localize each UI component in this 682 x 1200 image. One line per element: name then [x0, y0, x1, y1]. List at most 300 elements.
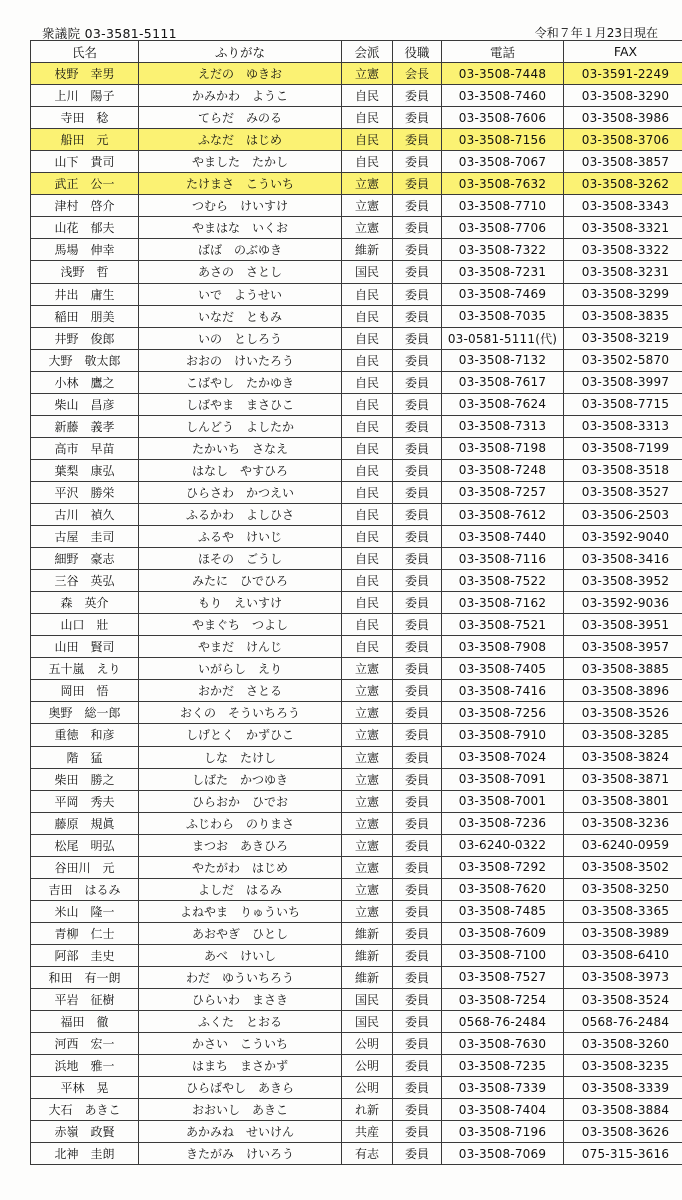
- member-faction-cell: 維新: [342, 922, 393, 944]
- member-fax-cell: 03-3508-3524: [564, 989, 682, 1011]
- member-fax-cell: 03-3508-3989: [564, 922, 682, 944]
- table-row: [31, 614, 682, 636]
- member-fax-cell: 03-3508-3885: [564, 658, 682, 680]
- member-phone-cell: 03-3508-7624: [442, 393, 564, 415]
- member-faction-cell: 自民: [342, 129, 393, 151]
- member-phone-cell: 03-3508-7609: [442, 922, 564, 944]
- member-fax-cell: 03-3508-3299: [564, 283, 682, 305]
- member-faction-cell: 自民: [342, 371, 393, 393]
- member-faction-cell: れ新: [342, 1099, 393, 1121]
- member-name-cell: 葉梨 康弘: [31, 459, 139, 481]
- member-phone-cell: 03-3508-7231: [442, 261, 564, 283]
- member-faction-cell: 立憲: [342, 790, 393, 812]
- member-kana-cell: あべ けいし: [139, 944, 342, 966]
- member-fax-cell: 03-3508-3260: [564, 1033, 682, 1055]
- member-role-cell: 委員: [393, 305, 442, 327]
- member-faction-cell: 自民: [342, 107, 393, 129]
- table-row: [31, 239, 682, 261]
- member-kana-cell: はなし やすひろ: [139, 459, 342, 481]
- member-phone-cell: 03-3508-7339: [442, 1077, 564, 1099]
- table-row: [31, 393, 682, 415]
- member-kana-cell: おくの そういちろう: [139, 702, 342, 724]
- member-faction-cell: 自民: [342, 327, 393, 349]
- member-faction-cell: 維新: [342, 944, 393, 966]
- table-row: [31, 459, 682, 481]
- member-faction-cell: 公明: [342, 1055, 393, 1077]
- member-faction-cell: 自民: [342, 481, 393, 503]
- member-fax-cell: 03-3508-3951: [564, 614, 682, 636]
- member-faction-cell: 立憲: [342, 834, 393, 856]
- member-kana-cell: こばやし たかゆき: [139, 371, 342, 393]
- member-role-cell: 会長: [393, 63, 442, 85]
- table-row: [31, 437, 682, 459]
- member-fax-cell: 03-3508-7715: [564, 393, 682, 415]
- member-role-cell: 委員: [393, 217, 442, 239]
- member-faction-cell: 自民: [342, 570, 393, 592]
- member-phone-cell: 03-3508-7069: [442, 1143, 564, 1165]
- member-phone-cell: 03-3508-7322: [442, 239, 564, 261]
- member-role-cell: 委員: [393, 1011, 442, 1033]
- member-role-cell: 委員: [393, 85, 442, 107]
- member-kana-cell: ひらいわ まさき: [139, 989, 342, 1011]
- table-row: [31, 1077, 682, 1099]
- member-fax-cell: 03-3508-3884: [564, 1099, 682, 1121]
- member-faction-cell: 立憲: [342, 217, 393, 239]
- member-kana-cell: もり えいすけ: [139, 592, 342, 614]
- table-row: [31, 834, 682, 856]
- member-kana-cell: いなだ ともみ: [139, 305, 342, 327]
- table-row: [31, 966, 682, 988]
- member-role-cell: 委員: [393, 592, 442, 614]
- member-fax-cell: 03-3592-9036: [564, 592, 682, 614]
- member-name-cell: 小林 鷹之: [31, 371, 139, 393]
- member-name-cell: 平沢 勝栄: [31, 481, 139, 503]
- member-name-cell: 河西 宏一: [31, 1033, 139, 1055]
- member-name-cell: 奥野 総一郎: [31, 702, 139, 724]
- member-role-cell: 委員: [393, 261, 442, 283]
- member-faction-cell: 維新: [342, 966, 393, 988]
- member-faction-cell: 自民: [342, 85, 393, 107]
- member-role-cell: 委員: [393, 834, 442, 856]
- member-phone-cell: 03-3508-7630: [442, 1033, 564, 1055]
- member-role-cell: 委員: [393, 371, 442, 393]
- member-name-cell: 柴田 勝之: [31, 768, 139, 790]
- member-phone-cell: 03-3508-7156: [442, 129, 564, 151]
- member-phone-cell: 03-3508-7198: [442, 437, 564, 459]
- table-row: [31, 746, 682, 768]
- member-fax-cell: 03-3508-3235: [564, 1055, 682, 1077]
- member-name-cell: 平岩 征樹: [31, 989, 139, 1011]
- member-fax-cell: 03-3508-3957: [564, 636, 682, 658]
- member-name-cell: 松尾 明弘: [31, 834, 139, 856]
- table-header-row: [31, 41, 682, 63]
- member-faction-cell: 立憲: [342, 746, 393, 768]
- member-faction-cell: 自民: [342, 151, 393, 173]
- member-role-cell: 委員: [393, 195, 442, 217]
- member-name-cell: 藤原 規眞: [31, 812, 139, 834]
- member-role-cell: 委員: [393, 107, 442, 129]
- member-role-cell: 委員: [393, 1055, 442, 1077]
- member-phone-cell: 03-3508-7292: [442, 856, 564, 878]
- member-phone-cell: 03-6240-0322: [442, 834, 564, 856]
- member-role-cell: 委員: [393, 1099, 442, 1121]
- member-fax-cell: 03-6240-0959: [564, 834, 682, 856]
- member-role-cell: 委員: [393, 548, 442, 570]
- member-phone-cell: 03-3508-7706: [442, 217, 564, 239]
- member-kana-cell: てらだ みのる: [139, 107, 342, 129]
- member-phone-cell: 03-3508-7248: [442, 459, 564, 481]
- member-name-cell: 山下 貴司: [31, 151, 139, 173]
- member-name-cell: 上川 陽子: [31, 85, 139, 107]
- member-phone-cell: 03-3508-7606: [442, 107, 564, 129]
- member-faction-cell: 国民: [342, 989, 393, 1011]
- member-phone-cell: 03-3508-7035: [442, 305, 564, 327]
- table-row: [31, 1143, 682, 1165]
- member-fax-cell: 03-3508-3518: [564, 459, 682, 481]
- member-name-cell: 北神 圭朗: [31, 1143, 139, 1165]
- member-kana-cell: たけまさ こういち: [139, 173, 342, 195]
- table-row: [31, 1121, 682, 1143]
- member-role-cell: 委員: [393, 878, 442, 900]
- member-name-cell: 古屋 圭司: [31, 526, 139, 548]
- member-role-cell: 委員: [393, 856, 442, 878]
- member-name-cell: 山口 壯: [31, 614, 139, 636]
- member-fax-cell: 03-3502-5870: [564, 349, 682, 371]
- member-phone-cell: 03-3508-7469: [442, 283, 564, 305]
- table-row: [31, 526, 682, 548]
- member-faction-cell: 自民: [342, 636, 393, 658]
- chamber-phone-header: 衆議院 03-3581-5111: [42, 26, 177, 41]
- member-kana-cell: やまだ けんじ: [139, 636, 342, 658]
- member-fax-cell: 03-3508-3835: [564, 305, 682, 327]
- member-kana-cell: いの としろう: [139, 327, 342, 349]
- column-header-tel: 電話: [442, 41, 564, 63]
- member-faction-cell: 自民: [342, 305, 393, 327]
- member-phone-cell: 03-3508-7632: [442, 173, 564, 195]
- member-faction-cell: 自民: [342, 459, 393, 481]
- member-faction-cell: 立憲: [342, 63, 393, 85]
- member-role-cell: 委員: [393, 503, 442, 525]
- member-name-cell: 三谷 英弘: [31, 570, 139, 592]
- table-row: [31, 1055, 682, 1077]
- member-role-cell: 委員: [393, 415, 442, 437]
- member-fax-cell: 03-3508-3290: [564, 85, 682, 107]
- member-faction-cell: 国民: [342, 261, 393, 283]
- member-fax-cell: 03-3508-3339: [564, 1077, 682, 1099]
- member-name-cell: 階 猛: [31, 746, 139, 768]
- member-name-cell: 岡田 悟: [31, 680, 139, 702]
- member-role-cell: 委員: [393, 746, 442, 768]
- table-row: [31, 63, 682, 85]
- table-row: [31, 900, 682, 922]
- member-role-cell: 委員: [393, 283, 442, 305]
- table-row: [31, 305, 682, 327]
- table-row: [31, 1033, 682, 1055]
- member-kana-cell: ふなだ はじめ: [139, 129, 342, 151]
- member-faction-cell: 立憲: [342, 878, 393, 900]
- member-name-cell: 船田 元: [31, 129, 139, 151]
- member-name-cell: 福田 徹: [31, 1011, 139, 1033]
- member-kana-cell: ほその ごうし: [139, 548, 342, 570]
- member-phone-cell: 03-3508-7440: [442, 526, 564, 548]
- member-kana-cell: かさい こういち: [139, 1033, 342, 1055]
- member-kana-cell: しばやま まさひこ: [139, 393, 342, 415]
- member-role-cell: 委員: [393, 658, 442, 680]
- table-row: [31, 217, 682, 239]
- member-fax-cell: 03-3508-3236: [564, 812, 682, 834]
- member-kana-cell: えだの ゆきお: [139, 63, 342, 85]
- member-phone-cell: 03-3508-7908: [442, 636, 564, 658]
- member-faction-cell: 共産: [342, 1121, 393, 1143]
- table-row: [31, 129, 682, 151]
- member-name-cell: 浜地 雅一: [31, 1055, 139, 1077]
- member-fax-cell: 03-3592-9040: [564, 526, 682, 548]
- member-phone-cell: 0568-76-2484: [442, 1011, 564, 1033]
- member-faction-cell: 有志: [342, 1143, 393, 1165]
- member-name-cell: 青柳 仁士: [31, 922, 139, 944]
- member-kana-cell: おおの けいたろう: [139, 349, 342, 371]
- member-kana-cell: よねやま りゅういち: [139, 900, 342, 922]
- member-kana-cell: ひらばやし あきら: [139, 1077, 342, 1099]
- member-phone-cell: 03-3508-7162: [442, 592, 564, 614]
- member-faction-cell: 立憲: [342, 195, 393, 217]
- member-kana-cell: あさの さとし: [139, 261, 342, 283]
- member-role-cell: 委員: [393, 1121, 442, 1143]
- member-phone-cell: 03-3508-7620: [442, 878, 564, 900]
- table-row: [31, 636, 682, 658]
- member-role-cell: 委員: [393, 790, 442, 812]
- table-row: [31, 107, 682, 129]
- member-name-cell: 赤嶺 政賢: [31, 1121, 139, 1143]
- member-fax-cell: 03-3508-3321: [564, 217, 682, 239]
- member-kana-cell: ふるかわ よしひさ: [139, 503, 342, 525]
- member-fax-cell: 03-3508-3626: [564, 1121, 682, 1143]
- column-header-fax: FAX: [564, 41, 682, 63]
- member-fax-cell: 03-3508-6410: [564, 944, 682, 966]
- member-phone-cell: 03-3508-7257: [442, 481, 564, 503]
- member-phone-cell: 03-3508-7460: [442, 85, 564, 107]
- member-kana-cell: ふくた とおる: [139, 1011, 342, 1033]
- member-faction-cell: 立憲: [342, 658, 393, 680]
- member-faction-cell: 公明: [342, 1077, 393, 1099]
- member-fax-cell: 03-3508-3262: [564, 173, 682, 195]
- table-row: [31, 989, 682, 1011]
- member-faction-cell: 維新: [342, 239, 393, 261]
- member-role-cell: 委員: [393, 812, 442, 834]
- member-phone-cell: 03-3508-7236: [442, 812, 564, 834]
- member-kana-cell: よしだ はるみ: [139, 878, 342, 900]
- member-faction-cell: 立憲: [342, 724, 393, 746]
- member-role-cell: 委員: [393, 459, 442, 481]
- member-phone-cell: 03-3508-7448: [442, 63, 564, 85]
- member-kana-cell: やまはな いくお: [139, 217, 342, 239]
- member-fax-cell: 03-3508-3871: [564, 768, 682, 790]
- member-fax-cell: 03-3508-7199: [564, 437, 682, 459]
- member-faction-cell: 自民: [342, 437, 393, 459]
- column-header-role: 役職: [393, 41, 442, 63]
- member-fax-cell: 03-3508-3706: [564, 129, 682, 151]
- member-role-cell: 委員: [393, 702, 442, 724]
- table-row: [31, 1011, 682, 1033]
- member-name-cell: 細野 豪志: [31, 548, 139, 570]
- member-name-cell: 谷田川 元: [31, 856, 139, 878]
- member-kana-cell: ふじわら のりまさ: [139, 812, 342, 834]
- member-kana-cell: あおやぎ ひとし: [139, 922, 342, 944]
- table-row: [31, 349, 682, 371]
- member-role-cell: 委員: [393, 724, 442, 746]
- member-faction-cell: 立憲: [342, 856, 393, 878]
- member-name-cell: 新藤 義孝: [31, 415, 139, 437]
- member-faction-cell: 自民: [342, 283, 393, 305]
- member-role-cell: 委員: [393, 944, 442, 966]
- table-row: [31, 283, 682, 305]
- member-phone-cell: 03-3508-7132: [442, 349, 564, 371]
- member-fax-cell: 03-3508-3526: [564, 702, 682, 724]
- table-row: [31, 1099, 682, 1121]
- member-role-cell: 委員: [393, 129, 442, 151]
- member-fax-cell: 03-3508-3502: [564, 856, 682, 878]
- member-role-cell: 委員: [393, 1143, 442, 1165]
- member-phone-cell: 03-3508-7235: [442, 1055, 564, 1077]
- column-header-name: 氏名: [31, 41, 139, 63]
- table-row: [31, 151, 682, 173]
- member-phone-cell: 03-3508-7710: [442, 195, 564, 217]
- table-row: [31, 658, 682, 680]
- member-kana-cell: いがらし えり: [139, 658, 342, 680]
- member-faction-cell: 立憲: [342, 900, 393, 922]
- member-name-cell: 津村 啓介: [31, 195, 139, 217]
- column-header-kana: ふりがな: [139, 41, 342, 63]
- member-faction-cell: 立憲: [342, 812, 393, 834]
- table-row: [31, 680, 682, 702]
- member-name-cell: 山田 賢司: [31, 636, 139, 658]
- member-phone-cell: 03-3508-7527: [442, 966, 564, 988]
- member-phone-cell: 03-3508-7522: [442, 570, 564, 592]
- member-kana-cell: しんどう よしたか: [139, 415, 342, 437]
- member-name-cell: 稲田 朋美: [31, 305, 139, 327]
- member-fax-cell: 03-3508-3527: [564, 481, 682, 503]
- member-fax-cell: 03-3508-3285: [564, 724, 682, 746]
- member-faction-cell: 立憲: [342, 173, 393, 195]
- table-row: [31, 503, 682, 525]
- member-fax-cell: 03-3508-3231: [564, 261, 682, 283]
- member-phone-cell: 03-3508-7404: [442, 1099, 564, 1121]
- member-name-cell: 米山 隆一: [31, 900, 139, 922]
- table-row: [31, 371, 682, 393]
- member-name-cell: 柴山 昌彦: [31, 393, 139, 415]
- table-row: [31, 790, 682, 812]
- member-phone-cell: 03-3508-7196: [442, 1121, 564, 1143]
- member-name-cell: 重徳 和彦: [31, 724, 139, 746]
- member-name-cell: 平岡 秀夫: [31, 790, 139, 812]
- member-phone-cell: 03-0581-5111(代): [442, 327, 564, 349]
- member-name-cell: 枝野 幸男: [31, 63, 139, 85]
- member-role-cell: 委員: [393, 614, 442, 636]
- member-name-cell: 和田 有一朗: [31, 966, 139, 988]
- member-faction-cell: 自民: [342, 503, 393, 525]
- member-faction-cell: 立憲: [342, 680, 393, 702]
- member-role-cell: 委員: [393, 768, 442, 790]
- member-role-cell: 委員: [393, 922, 442, 944]
- member-fax-cell: 03-3508-3973: [564, 966, 682, 988]
- member-fax-cell: 03-3508-3824: [564, 746, 682, 768]
- member-kana-cell: たかいち さなえ: [139, 437, 342, 459]
- member-name-cell: 吉田 はるみ: [31, 878, 139, 900]
- member-fax-cell: 03-3508-3219: [564, 327, 682, 349]
- member-kana-cell: みたに ひでひろ: [139, 570, 342, 592]
- member-role-cell: 委員: [393, 349, 442, 371]
- member-phone-cell: 03-3508-7617: [442, 371, 564, 393]
- member-phone-cell: 03-3508-7024: [442, 746, 564, 768]
- member-kana-cell: しな たけし: [139, 746, 342, 768]
- member-phone-cell: 03-3508-7116: [442, 548, 564, 570]
- member-role-cell: 委員: [393, 989, 442, 1011]
- table-row: [31, 570, 682, 592]
- member-phone-cell: 03-3508-7091: [442, 768, 564, 790]
- member-phone-cell: 03-3508-7485: [442, 900, 564, 922]
- member-name-cell: 武正 公一: [31, 173, 139, 195]
- table-row: [31, 85, 682, 107]
- member-name-cell: 井出 庸生: [31, 283, 139, 305]
- member-kana-cell: しげとく かずひこ: [139, 724, 342, 746]
- table-row: [31, 261, 682, 283]
- member-role-cell: 委員: [393, 173, 442, 195]
- member-faction-cell: 国民: [342, 1011, 393, 1033]
- member-name-cell: 井野 俊郎: [31, 327, 139, 349]
- member-fax-cell: 03-3508-3952: [564, 570, 682, 592]
- member-name-cell: 古川 禎久: [31, 503, 139, 525]
- table-row: [31, 878, 682, 900]
- table-row: [31, 944, 682, 966]
- member-phone-cell: 03-3508-7001: [442, 790, 564, 812]
- member-kana-cell: ばば のぶゆき: [139, 239, 342, 261]
- member-role-cell: 委員: [393, 966, 442, 988]
- member-role-cell: 委員: [393, 1077, 442, 1099]
- member-role-cell: 委員: [393, 526, 442, 548]
- member-role-cell: 委員: [393, 393, 442, 415]
- member-phone-cell: 03-3508-7313: [442, 415, 564, 437]
- member-kana-cell: つむら けいすけ: [139, 195, 342, 217]
- member-fax-cell: 03-3591-2249: [564, 63, 682, 85]
- member-kana-cell: ふるや けいじ: [139, 526, 342, 548]
- member-faction-cell: 自民: [342, 415, 393, 437]
- member-phone-cell: 03-3508-7067: [442, 151, 564, 173]
- column-header-faction: 会派: [342, 41, 393, 63]
- member-phone-cell: 03-3508-7254: [442, 989, 564, 1011]
- member-faction-cell: 自民: [342, 614, 393, 636]
- member-roster-table: [30, 40, 682, 1165]
- member-role-cell: 委員: [393, 327, 442, 349]
- member-faction-cell: 自民: [342, 592, 393, 614]
- member-kana-cell: わだ ゆういちろう: [139, 966, 342, 988]
- table-row: [31, 548, 682, 570]
- member-name-cell: 大野 敬太郎: [31, 349, 139, 371]
- member-fax-cell: 03-3508-3322: [564, 239, 682, 261]
- member-kana-cell: まつお あきひろ: [139, 834, 342, 856]
- table-row: [31, 592, 682, 614]
- member-role-cell: 委員: [393, 151, 442, 173]
- member-role-cell: 委員: [393, 1033, 442, 1055]
- table-row: [31, 173, 682, 195]
- member-name-cell: 大石 あきこ: [31, 1099, 139, 1121]
- member-name-cell: 平林 晃: [31, 1077, 139, 1099]
- member-role-cell: 委員: [393, 680, 442, 702]
- member-faction-cell: 自民: [342, 548, 393, 570]
- member-kana-cell: やたがわ はじめ: [139, 856, 342, 878]
- member-name-cell: 寺田 稔: [31, 107, 139, 129]
- member-phone-cell: 03-3508-7256: [442, 702, 564, 724]
- member-fax-cell: 03-3508-3801: [564, 790, 682, 812]
